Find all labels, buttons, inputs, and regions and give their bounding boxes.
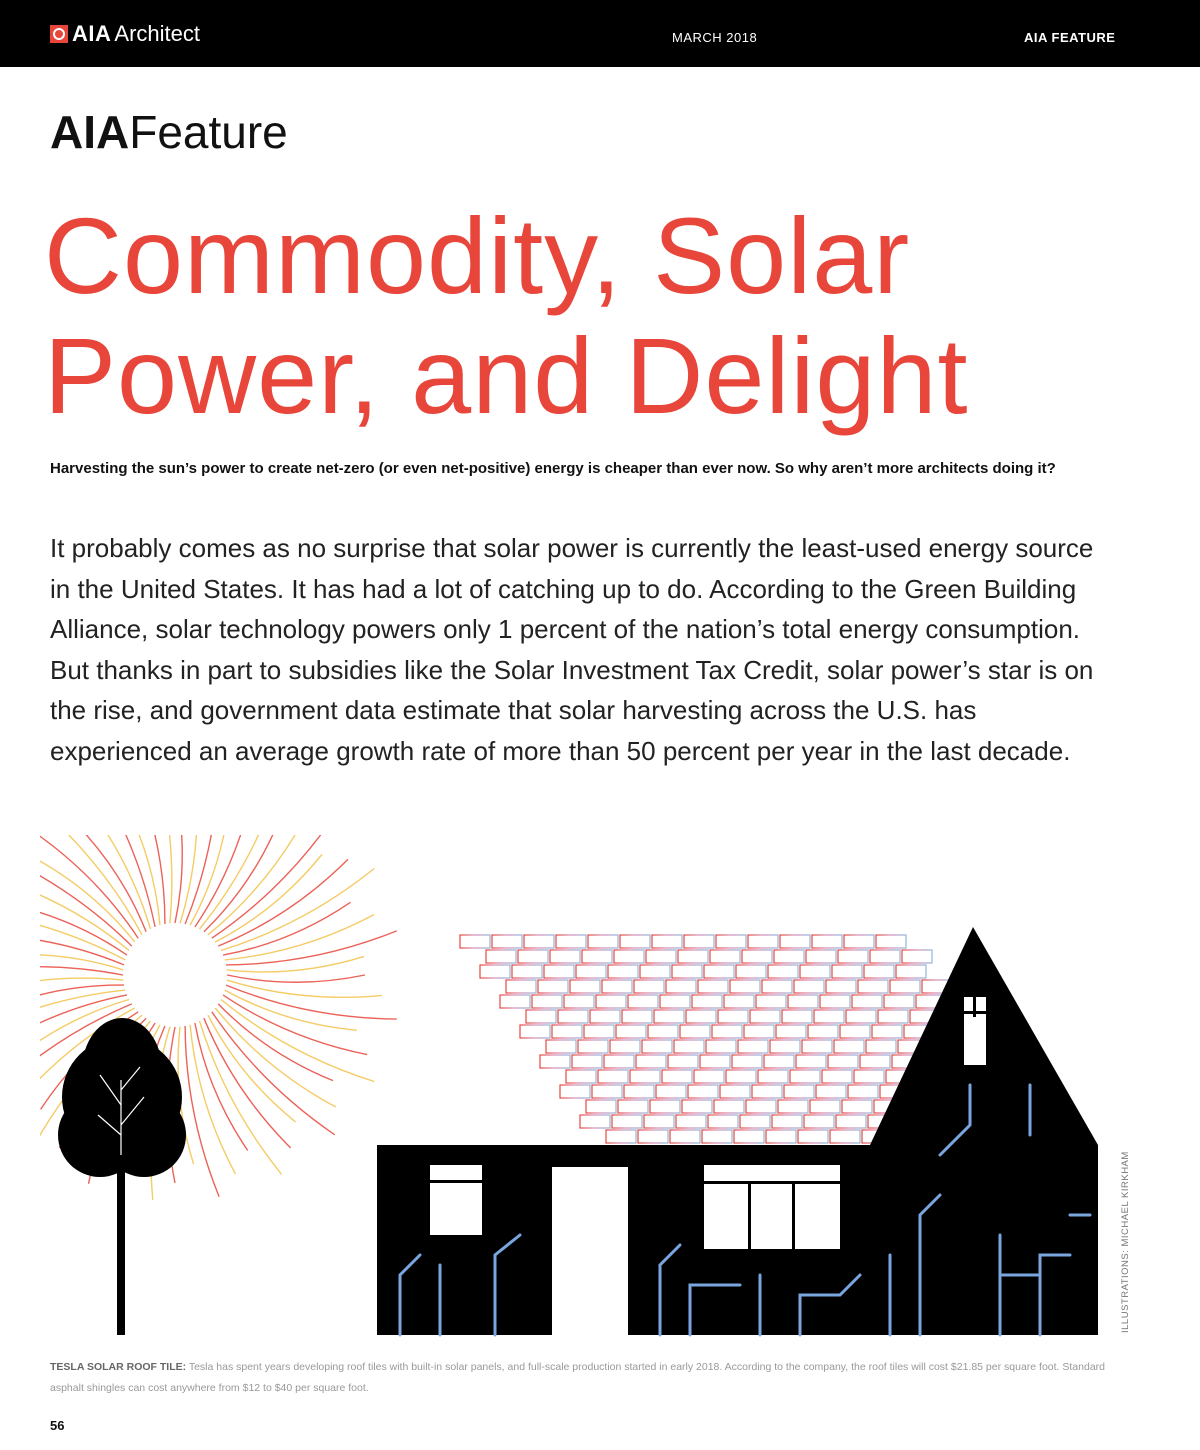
roof-tile: [656, 1085, 686, 1098]
roof-tile: [748, 935, 778, 948]
sun-ray: [208, 835, 307, 935]
roof-tile: [460, 935, 490, 948]
roof-tile: [780, 935, 810, 948]
roof-tile: [726, 1070, 756, 1083]
roof-tile: [608, 965, 638, 978]
roof-tile: [650, 1100, 680, 1113]
sun-ray: [134, 835, 165, 924]
top-bar: [0, 0, 1200, 67]
roof-tile: [520, 1025, 550, 1038]
roof-tile: [794, 980, 824, 993]
roof-tile: [718, 1010, 748, 1023]
roof-tile: [716, 935, 746, 948]
roof-tile: [538, 980, 568, 993]
roof-tile: [524, 935, 554, 948]
roof-tile: [704, 965, 734, 978]
roof-tile: [710, 950, 740, 963]
roof-tile: [768, 965, 798, 978]
roof-tile: [802, 1040, 832, 1053]
aia-logo-icon: [50, 25, 68, 43]
roof-tile: [708, 1115, 738, 1128]
roof-tile: [846, 1010, 876, 1023]
roof-tile: [644, 1115, 674, 1128]
roof-tile: [692, 995, 722, 1008]
sun-ray: [190, 835, 230, 925]
roof-tile: [822, 1070, 852, 1083]
roof-tile: [734, 1130, 764, 1143]
brand-logo[interactable]: [50, 20, 200, 48]
sun-ray: [208, 1015, 296, 1122]
roof-tile: [740, 1115, 770, 1128]
roof-tile: [506, 980, 536, 993]
roof-tile: [550, 950, 580, 963]
roof-tile: [674, 1040, 704, 1053]
roof-tile: [782, 1010, 812, 1023]
roof-tile: [698, 980, 728, 993]
roof-tile: [668, 1055, 698, 1068]
roof-tile: [806, 950, 836, 963]
roof-tile: [714, 1100, 744, 1113]
brand-name-bold: AIA: [72, 21, 112, 46]
roof-tile: [630, 1070, 660, 1083]
roof-tile: [622, 1010, 652, 1023]
roof-tile: [578, 1040, 608, 1053]
roof-tile: [784, 1085, 814, 1098]
roof-tile: [518, 950, 548, 963]
roof-tile: [778, 1100, 808, 1113]
solar-house-illustration: [40, 835, 1120, 1340]
roof-tile: [750, 1010, 780, 1023]
feature-label-light: Feature: [129, 106, 288, 158]
roof-tile: [796, 1055, 826, 1068]
roof-tile: [712, 1025, 742, 1038]
sun-ray: [40, 967, 123, 975]
roof-tile: [556, 935, 586, 948]
roof-tile: [662, 1070, 692, 1083]
sun-ray: [69, 835, 146, 932]
sun-ray: [225, 915, 374, 960]
roof-tile: [826, 980, 856, 993]
roof-tile: [866, 1040, 896, 1053]
roof-tile: [526, 1010, 556, 1023]
roof-tile: [606, 1130, 636, 1143]
tree-icon: [58, 1018, 186, 1335]
roof-tile: [640, 965, 670, 978]
sun-ray: [223, 995, 367, 1055]
roof-tile: [576, 965, 606, 978]
roof-tile: [838, 950, 868, 963]
roof-tile: [642, 1040, 672, 1053]
roof-tile: [602, 980, 632, 993]
roof-tile: [854, 1070, 884, 1083]
roof-tile: [720, 1085, 750, 1098]
roof-tile: [742, 950, 772, 963]
roof-tile: [564, 995, 594, 1008]
roof-tile: [820, 995, 850, 1008]
roof-tile: [836, 1115, 866, 1128]
roof-tile: [500, 995, 530, 1008]
roof-tile: [604, 1055, 634, 1068]
sun-icon: [135, 935, 215, 1015]
sun-ray: [215, 855, 322, 943]
roof-tile: [620, 935, 650, 948]
roof-tile: [584, 1025, 614, 1038]
roof-tile: [860, 1055, 890, 1068]
roof-tile: [744, 1025, 774, 1038]
brand-name-light: Architect: [114, 21, 200, 46]
roof-tile: [812, 935, 842, 948]
feature-label: [50, 104, 288, 160]
roof-tile: [830, 1130, 860, 1143]
roof-tile: [652, 935, 682, 948]
feature-label-bold: AIA: [50, 106, 130, 158]
roof-tile: [546, 1040, 576, 1053]
sun-ray: [200, 835, 282, 929]
caption-label: TESLA SOLAR ROOF TILE:: [50, 1361, 187, 1373]
roof-tile: [678, 950, 708, 963]
roof-tile: [852, 995, 882, 1008]
roof-tile: [648, 1025, 678, 1038]
roof-tile: [702, 1130, 732, 1143]
sun-ray: [40, 877, 129, 951]
roof-tile: [858, 980, 888, 993]
roof-tile: [872, 1025, 902, 1038]
roof-tile: [654, 1010, 684, 1023]
roof-tile: [582, 950, 612, 963]
roof-tile: [762, 980, 792, 993]
roof-tile: [764, 1055, 794, 1068]
roof-tile: [774, 950, 804, 963]
roof-tile: [686, 1010, 716, 1023]
roof-tile: [790, 1070, 820, 1083]
roof-tile: [844, 935, 874, 948]
roof-tile: [684, 935, 714, 948]
roof-tile: [800, 965, 830, 978]
illustration-credit: [1118, 1151, 1132, 1338]
roof-tile: [598, 1070, 628, 1083]
roof-tile: [776, 1025, 806, 1038]
roof-tile: [756, 995, 786, 1008]
roof-tile: [736, 965, 766, 978]
roof-tile: [634, 980, 664, 993]
roof-tile: [512, 965, 542, 978]
roof-tile: [890, 980, 920, 993]
sun-ray: [225, 990, 357, 1030]
roof-tile: [724, 995, 754, 1008]
roof-tile: [572, 1055, 602, 1068]
roof-tile: [628, 995, 658, 1008]
roof-tile: [738, 1040, 768, 1053]
issue-date: MARCH 2018: [672, 30, 758, 45]
roof-tile: [834, 1040, 864, 1053]
roof-tile: [660, 995, 690, 1008]
roof-tile: [842, 1100, 872, 1113]
roof-tile: [902, 950, 932, 963]
roof-tile: [540, 1055, 570, 1068]
roof-tile: [752, 1085, 782, 1098]
roof-tile: [706, 1040, 736, 1053]
roof-tile: [816, 1085, 846, 1098]
roof-tile: [586, 1100, 616, 1113]
roof-tile: [612, 1115, 642, 1128]
roof-tile: [566, 1070, 596, 1083]
roof-tile: [810, 1100, 840, 1113]
roof-tile: [746, 1100, 776, 1113]
section-label: AIA FEATURE: [1024, 30, 1116, 45]
roof-tile: [682, 1100, 712, 1113]
roof-tile: [688, 1085, 718, 1098]
roof-tile: [492, 935, 522, 948]
photo-caption: [50, 1357, 1140, 1399]
roof-tile: [700, 1055, 730, 1068]
roof-tile: [814, 1010, 844, 1023]
sun-ray: [218, 1004, 333, 1081]
sun-ray: [120, 835, 160, 925]
roof-tile: [570, 980, 600, 993]
roof-tile: [616, 1025, 646, 1038]
roof-tile: [560, 1085, 590, 1098]
roof-tile: [798, 1130, 828, 1143]
roof-tile: [672, 965, 702, 978]
roof-tile: [580, 1115, 610, 1128]
roof-tile: [770, 1040, 800, 1053]
roof-tile: [884, 995, 914, 1008]
roof-tile: [618, 1100, 648, 1113]
roof-tile: [592, 1085, 622, 1098]
sun-ray: [218, 859, 348, 946]
illustration-credit-text: ILLUSTRATIONS: MICHAEL KIRKHAM: [1120, 1151, 1131, 1333]
roof-tile: [636, 1055, 666, 1068]
sun-ray: [204, 835, 281, 932]
roof-tile: [680, 1025, 710, 1038]
roof-tile: [596, 995, 626, 1008]
roof-tile: [766, 1130, 796, 1143]
page-number: 56: [50, 1418, 65, 1433]
sun-ray: [175, 835, 182, 923]
roof-tile: [624, 1085, 654, 1098]
roof-tile: [758, 1070, 788, 1083]
roof-tile: [486, 950, 516, 963]
roof-tile: [638, 1130, 668, 1143]
roof-tile: [804, 1115, 834, 1128]
sun-ray: [204, 1018, 291, 1148]
roof-tile: [646, 950, 676, 963]
roof-tile: [614, 950, 644, 963]
roof-tile: [532, 995, 562, 1008]
roof-tile: [544, 965, 574, 978]
roof-tile: [730, 980, 760, 993]
roof-tile: [676, 1115, 706, 1128]
roof-tile: [876, 935, 906, 948]
article-deck: Harvesting the sun’s power to create net-zero (or even net-positive) energy is cheaper than ever now. So why aren’t more architects doing it?: [50, 460, 1056, 477]
roof-tile: [552, 1025, 582, 1038]
house-icon: [377, 927, 1098, 1335]
roof-tile: [828, 1055, 858, 1068]
roof-tile: [832, 965, 862, 978]
sun-ray: [190, 1025, 235, 1174]
roof-tile: [870, 950, 900, 963]
roof-tile: [864, 965, 894, 978]
roof-tile: [588, 935, 618, 948]
article-headline: Commodity, Solar Power, and Delight: [44, 195, 969, 436]
roof-tile: [808, 1025, 838, 1038]
roof-tile: [772, 1115, 802, 1128]
roof-tile: [878, 1010, 908, 1023]
roof-tile: [480, 965, 510, 978]
roof-tile: [670, 1130, 700, 1143]
roof-tile: [840, 1025, 870, 1038]
roof-tile: [896, 965, 926, 978]
roof-tile: [694, 1070, 724, 1083]
roof-tile: [666, 980, 696, 993]
sun-ray: [227, 975, 365, 982]
roof-tile: [732, 1055, 762, 1068]
caption-text: Tesla has spent years developing roof tiles with built-in solar panels, and full-scale production started in early 2018. According to the company, the roof tiles will cost $21.85 per square foot. Standard asphalt shingles can cost anywhere from $12 to $40 per square foot.: [50, 1361, 1105, 1394]
article-body: It probably comes as no surprise that solar power is currently the least-used energy source in the United States. It has had a lot of catching up to do. According to the Green Building Alliance, solar technology powers only 1 percent of the nation’s total energy consumption. But thanks in part to subsidies like the Solar Investment Tax Credit, solar power’s star is on the rise, and government data estimate that solar harvesting across the U.S. has experienced an average growth rate of more than 50 percent per year in the last decade.: [50, 533, 1094, 766]
roof-tile: [788, 995, 818, 1008]
roof-tile: [610, 1040, 640, 1053]
roof-tile: [590, 1010, 620, 1023]
roof-tile: [848, 1085, 878, 1098]
sun-ray: [226, 985, 397, 1019]
roof-tile: [558, 1010, 588, 1023]
